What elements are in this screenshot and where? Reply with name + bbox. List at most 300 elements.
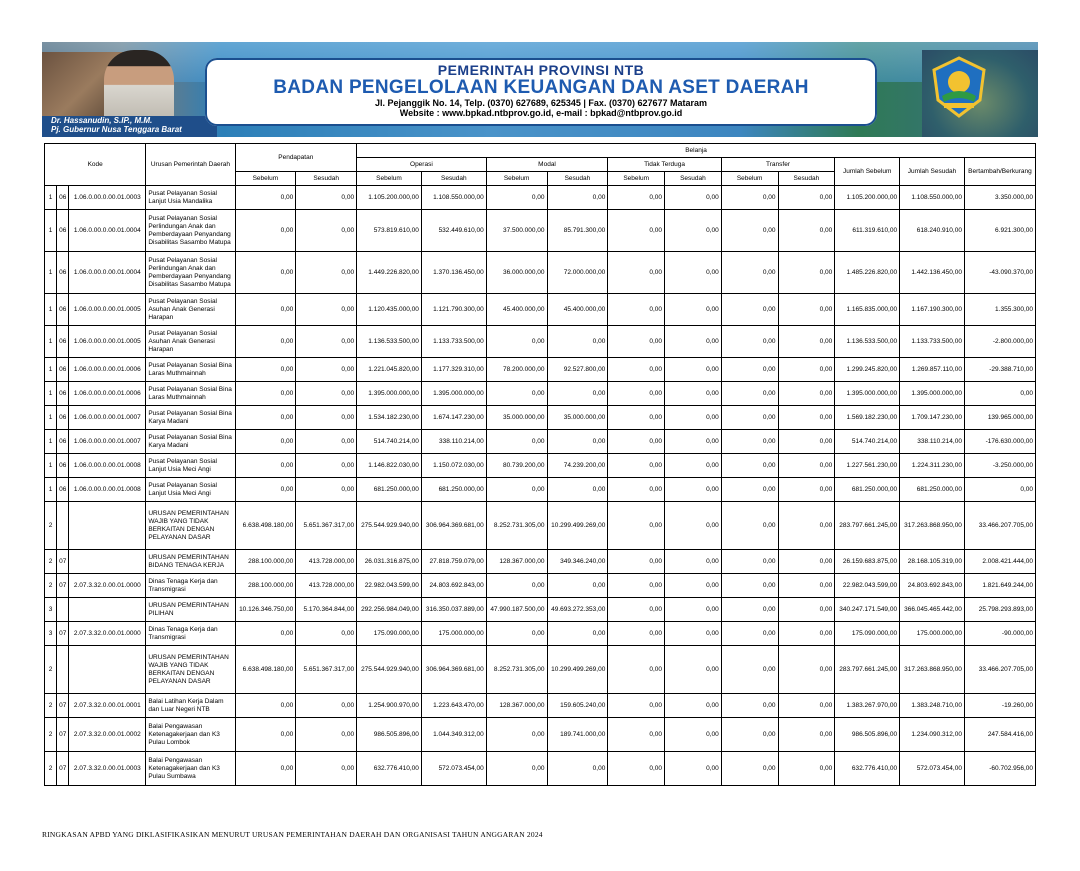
cell-value: 0,00 [665,186,722,210]
cell-urusan: Pusat Pelayanan Sosial Asuhan Anak Generasi Harapan [146,326,235,358]
cell-value: 0,00 [235,622,296,646]
cell-value: 175.090.000,00 [357,622,422,646]
cell-kode-2: 06 [57,478,69,502]
cell-value: 3.350.000,00 [964,186,1035,210]
cell-kode-1: 3 [45,598,57,622]
cell-urusan: Pusat Pelayanan Sosial Perlindungan Anak dan Pemberdayaan Penyandang Disabilitas Sasambo Matupa [146,210,235,252]
cell-value: 1.108.550.000,00 [900,186,965,210]
cell-value: 22.982.043.599,00 [357,574,422,598]
cell-value: 0,00 [296,694,357,718]
cell-value: 681.250.000,00 [421,478,486,502]
cell-value: 35.000.000,00 [547,406,608,430]
cell-value: 0,00 [721,186,778,210]
cell-kode-1: 3 [45,622,57,646]
cell-value: 1.534.182.230,00 [357,406,422,430]
cell-value: 0,00 [547,478,608,502]
cell-kode-2: 07 [57,718,69,752]
cell-value: 632.776.410,00 [835,752,900,786]
cell-kode-3: 1.06.0.00.0.00.01.0007 [69,430,146,454]
cell-value: 0,00 [778,186,835,210]
col-kode: Kode [45,144,146,186]
cell-value: 288.100.000,00 [235,574,296,598]
cell-value: 0,00 [486,430,547,454]
cell-value: 572.073.454,00 [421,752,486,786]
cell-value: 8.252.731.305,00 [486,646,547,694]
table-row [45,574,1036,598]
cell-kode-2: 06 [57,382,69,406]
cell-value: 0,00 [296,326,357,358]
cell-value: 316.350.037.889,00 [421,598,486,622]
cell-value: 128.367.000,00 [486,694,547,718]
col-tidak-terduga: Tidak Terduga [608,158,721,172]
cell-value: -19.260,00 [964,694,1035,718]
cell-value: 681.250.000,00 [900,478,965,502]
cell-value: 1.136.533.500,00 [835,326,900,358]
cell-value: 0,00 [547,430,608,454]
cell-kode-3: 1.06.0.00.0.00.01.0008 [69,478,146,502]
budget-table-body [45,186,1036,786]
cell-kode-3: 2.07.3.32.0.00.01.0001 [69,694,146,718]
cell-value: 1.223.643.470,00 [421,694,486,718]
cell-value: 0,00 [721,598,778,622]
cell-value: 1.254.900.970,00 [357,694,422,718]
header-banner [42,42,1038,137]
cell-value: 24.803.692.843,00 [421,574,486,598]
table-row [45,210,1036,252]
cell-value: 0,00 [486,326,547,358]
cell-value: 0,00 [486,382,547,406]
cell-value: 0,00 [721,358,778,382]
cell-value: 1.395.000.000,00 [900,382,965,406]
cell-value: 6.921.300,00 [964,210,1035,252]
cell-value: 1.224.311.230,00 [900,454,965,478]
cell-value: 0,00 [608,718,665,752]
cell-value: 0,00 [608,598,665,622]
cell-value: 1.395.000.000,00 [835,382,900,406]
cell-value: 22.982.043.599,00 [835,574,900,598]
cell-value: 288.100.000,00 [235,550,296,574]
cell-value: 1.221.045.820,00 [357,358,422,382]
cell-value: 1.370.136.450,00 [421,252,486,294]
cell-value: 78.200.000,00 [486,358,547,382]
cell-value: 2.008.421.444,00 [964,550,1035,574]
cell-value: 0,00 [486,622,547,646]
cell-kode-3: 2.07.3.32.0.00.01.0000 [69,574,146,598]
cell-value: 0,00 [778,382,835,406]
cell-value: 0,00 [235,694,296,718]
cell-urusan: URUSAN PEMERINTAHAN BIDANG TENAGA KERJA [146,550,235,574]
cell-value: -3.250.000,00 [964,454,1035,478]
table-row [45,646,1036,694]
cell-value: 45.400.000,00 [486,294,547,326]
cell-value: 340.247.171.549,00 [835,598,900,622]
cell-value: 292.256.984.049,00 [357,598,422,622]
cell-kode-2: 06 [57,454,69,478]
cell-kode-1: 2 [45,646,57,694]
cell-value: 10.299.499.269,00 [547,502,608,550]
cell-value: 80.739.200,00 [486,454,547,478]
cell-value: 0,00 [296,382,357,406]
cell-value: 0,00 [721,550,778,574]
cell-value: 0,00 [721,326,778,358]
cell-value: 0,00 [608,646,665,694]
cell-value: 0,00 [665,454,722,478]
cell-urusan: Pusat Pelayanan Sosial Bina Karya Madani [146,430,235,454]
cell-value: -90.000,00 [964,622,1035,646]
cell-value: 6.638.498.180,00 [235,646,296,694]
cell-kode-3: 1.06.0.00.0.00.01.0005 [69,294,146,326]
cell-value: 0,00 [721,502,778,550]
cell-value: 0,00 [608,326,665,358]
table-row [45,252,1036,294]
cell-kode-2: 06 [57,430,69,454]
cell-value: 0,00 [235,406,296,430]
cell-value: 26.159.683.875,00 [835,550,900,574]
table-row [45,550,1036,574]
cell-value: 0,00 [665,574,722,598]
cell-kode-3 [69,502,146,550]
cell-kode-2 [57,646,69,694]
table-row [45,186,1036,210]
cell-value: -2.800.000,00 [964,326,1035,358]
cell-value: 1.108.550.000,00 [421,186,486,210]
cell-kode-3 [69,550,146,574]
cell-value: 0,00 [778,598,835,622]
cell-value: 0,00 [486,752,547,786]
cell-value: 0,00 [235,252,296,294]
cell-value: 0,00 [778,694,835,718]
cell-value: 0,00 [547,326,608,358]
cell-value: 1.299.245.820,00 [835,358,900,382]
cell-value: 1.383.248.710,00 [900,694,965,718]
cell-value: 0,00 [778,406,835,430]
cell-value: 1.044.349.312,00 [421,718,486,752]
cell-value: 24.803.692.843,00 [900,574,965,598]
agency-contact: Website : www.bpkad.ntbprov.go.id, e-mail : bpkad@ntbprov.go.id [399,108,683,118]
cell-kode-1: 2 [45,694,57,718]
cell-value: 0,00 [721,622,778,646]
cell-urusan: Pusat Pelayanan Sosial Asuhan Anak Generasi Harapan [146,294,235,326]
cell-value: 338.110.214,00 [900,430,965,454]
cell-kode-2: 07 [57,574,69,598]
cell-urusan: Pusat Pelayanan Sosial Perlindungan Anak dan Pemberdayaan Penyandang Disabilitas Sasambo Matupa [146,252,235,294]
cell-kode-1: 1 [45,186,57,210]
cell-value: 0,00 [665,622,722,646]
cell-value: 0,00 [665,694,722,718]
cell-value: 0,00 [778,502,835,550]
col-modal-sebelum: Sebelum [486,172,547,186]
col-pendapatan: Pendapatan [235,144,357,172]
cell-value: 681.250.000,00 [835,478,900,502]
cell-value: 45.400.000,00 [547,294,608,326]
cell-value: 306.964.369.681,00 [421,502,486,550]
cell-value: 1.227.561.230,00 [835,454,900,478]
cell-value: 1.269.857.110,00 [900,358,965,382]
cell-value: 986.505.896,00 [835,718,900,752]
table-row [45,752,1036,786]
cell-value: 1.105.200.000,00 [357,186,422,210]
table-row [45,406,1036,430]
cell-value: 1.674.147.230,00 [421,406,486,430]
cell-value: 0,00 [235,294,296,326]
cell-kode-2: 06 [57,252,69,294]
cell-value: 0,00 [608,502,665,550]
cell-value: 0,00 [296,718,357,752]
cell-value: 0,00 [721,752,778,786]
cell-value: 1.146.822.030,00 [357,454,422,478]
cell-value: 72.000.000,00 [547,252,608,294]
cell-value: 5.170.364.844,00 [296,598,357,622]
cell-value: 1.395.000.000,00 [421,382,486,406]
col-modal-sesudah: Sesudah [547,172,608,186]
cell-value: 139.965.000,00 [964,406,1035,430]
cell-value: 0,00 [665,358,722,382]
cell-value: 0,00 [721,694,778,718]
cell-kode-3: 1.06.0.00.0.00.01.0004 [69,252,146,294]
cell-kode-1: 2 [45,752,57,786]
cell-kode-2 [57,502,69,550]
cell-value: 1.395.000.000,00 [357,382,422,406]
cell-value: 0,00 [296,454,357,478]
col-belanja: Belanja [357,144,1036,158]
cell-value: 27.818.759.079,00 [421,550,486,574]
cell-kode-1: 1 [45,454,57,478]
cell-value: 0,00 [235,718,296,752]
cell-value: 0,00 [721,294,778,326]
table-row [45,598,1036,622]
cell-kode-1: 1 [45,326,57,358]
col-modal: Modal [486,158,608,172]
cell-urusan: Dinas Tenaga Kerja dan Transmigrasi [146,622,235,646]
cell-value: 0,00 [608,622,665,646]
cell-value: 0,00 [547,574,608,598]
cell-value: 0,00 [778,550,835,574]
table-row [45,358,1036,382]
cell-kode-1: 1 [45,478,57,502]
cell-kode-3: 1.06.0.00.0.00.01.0003 [69,186,146,210]
cell-kode-1: 1 [45,382,57,406]
cell-value: 0,00 [608,574,665,598]
province-title: PEMERINTAH PROVINSI NTB [437,62,645,78]
col-transfer: Transfer [721,158,834,172]
cell-kode-1: 1 [45,430,57,454]
cell-value: 1.167.190.300,00 [900,294,965,326]
cell-value: 306.964.369.681,00 [421,646,486,694]
cell-value: 0,00 [296,358,357,382]
cell-value: 0,00 [608,406,665,430]
cell-value: 0,00 [486,718,547,752]
cell-value: 0,00 [665,646,722,694]
col-bertambah: Bertambah/Berkurang [964,158,1035,186]
cell-kode-3: 2.07.3.32.0.00.01.0003 [69,752,146,786]
cell-value: 35.000.000,00 [486,406,547,430]
cell-kode-2: 06 [57,210,69,252]
cell-kode-1: 1 [45,294,57,326]
cell-value: 5.651.367.317,00 [296,646,357,694]
cell-value: -60.702.956,00 [964,752,1035,786]
cell-urusan: URUSAN PEMERINTAHAN WAJIB YANG TIDAK BERKAITAN DENGAN PELAYANAN DASAR [146,502,235,550]
cell-value: 1.234.090.312,00 [900,718,965,752]
cell-value: 413.728.000,00 [296,574,357,598]
cell-value: 175.090.000,00 [835,622,900,646]
cell-kode-2 [57,598,69,622]
cell-value: 0,00 [721,430,778,454]
cell-kode-3: 2.07.3.32.0.00.01.0002 [69,718,146,752]
cell-value: 275.544.929.940,00 [357,502,422,550]
cell-kode-3: 1.06.0.00.0.00.01.0006 [69,358,146,382]
cell-value: 0,00 [608,478,665,502]
cell-kode-1: 1 [45,252,57,294]
col-jumlah-sesudah: Jumlah Sesudah [900,158,965,186]
cell-value: 0,00 [235,210,296,252]
cell-value: 247.584.416,00 [964,718,1035,752]
cell-value: 0,00 [665,598,722,622]
cell-kode-2: 06 [57,326,69,358]
cell-urusan: Balai Latihan Kerja Dalam dan Luar Negeri NTB [146,694,235,718]
cell-value: 0,00 [547,752,608,786]
cell-value: 681.250.000,00 [357,478,422,502]
cell-value: 0,00 [778,294,835,326]
cell-value: 0,00 [296,210,357,252]
cell-kode-2: 07 [57,550,69,574]
cell-value: 514.740.214,00 [835,430,900,454]
cell-value: -43.090.370,00 [964,252,1035,294]
cell-value: 0,00 [235,454,296,478]
cell-value: 49.693.272.353,00 [547,598,608,622]
cell-value: 0,00 [665,294,722,326]
cell-value: 0,00 [235,382,296,406]
cell-value: 0,00 [547,186,608,210]
col-operasi-sesudah: Sesudah [421,172,486,186]
agency-address: Jl. Pejanggik No. 14, Telp. (0370) 627689, 625345 | Fax. (0370) 627677 Mataram [374,98,708,108]
cell-value: 366.045.465.442,00 [900,598,965,622]
table-row [45,382,1036,406]
cell-value: 85.791.300,00 [547,210,608,252]
cell-value: 1.177.329.310,00 [421,358,486,382]
cell-value: 1.449.226.820,00 [357,252,422,294]
cell-value: 0,00 [778,454,835,478]
cell-kode-1: 1 [45,210,57,252]
cell-kode-2: 06 [57,186,69,210]
table-row [45,430,1036,454]
cell-value: 0,00 [608,358,665,382]
official-portrait [104,50,174,122]
cell-urusan: Pusat Pelayanan Sosial Lanjut Usia Mandalika [146,186,235,210]
col-pendapatan-sesudah: Sesudah [296,172,357,186]
cell-value: 26.031.316.875,00 [357,550,422,574]
cell-value: 572.073.454,00 [900,752,965,786]
cell-value: 573.819.610,00 [357,210,422,252]
cell-value: 0,00 [665,718,722,752]
table-row [45,454,1036,478]
cell-value: 159.605.240,00 [547,694,608,718]
cell-value: 0,00 [296,430,357,454]
cell-value: 10.126.346.750,00 [235,598,296,622]
cell-kode-3: 1.06.0.00.0.00.01.0007 [69,406,146,430]
cell-kode-1: 1 [45,406,57,430]
cell-value: 175.000.000,00 [421,622,486,646]
cell-value: 1.709.147.230,00 [900,406,965,430]
cell-value: 317.263.868.950,00 [900,646,965,694]
cell-kode-3: 1.06.0.00.0.00.01.0005 [69,326,146,358]
cell-value: 514.740.214,00 [357,430,422,454]
cell-value: 10.299.499.269,00 [547,646,608,694]
cell-value: 0,00 [486,574,547,598]
cell-value: 0,00 [296,622,357,646]
table-row [45,694,1036,718]
cell-value: 1.485.226.820,00 [835,252,900,294]
cell-value: 317.263.868.950,00 [900,502,965,550]
cell-value: 0,00 [296,478,357,502]
table-row [45,294,1036,326]
cell-value: 1.121.790.300,00 [421,294,486,326]
cell-kode-2: 06 [57,294,69,326]
cell-value: 986.505.896,00 [357,718,422,752]
cell-value: 0,00 [721,718,778,752]
cell-urusan: Dinas Tenaga Kerja dan Transmigrasi [146,574,235,598]
agency-title-panel [205,58,877,126]
col-urusan: Urusan Pemerintah Daerah [146,144,235,186]
cell-kode-1: 2 [45,502,57,550]
cell-value: 1.165.835.000,00 [835,294,900,326]
col-pendapatan-sebelum: Sebelum [235,172,296,186]
cell-value: 275.544.929.940,00 [357,646,422,694]
cell-value: 0,00 [778,622,835,646]
cell-kode-2: 07 [57,752,69,786]
cell-kode-1: 2 [45,550,57,574]
cell-value: 0,00 [608,550,665,574]
table-row [45,718,1036,752]
cell-value: 36.000.000,00 [486,252,547,294]
cell-value: 283.797.661.245,00 [835,502,900,550]
cell-value: 33.466.207.705,00 [964,502,1035,550]
cell-value: 0,00 [778,718,835,752]
col-jumlah-sebelum: Jumlah Sebelum [835,158,900,186]
cell-urusan: Pusat Pelayanan Sosial Bina Karya Madani [146,406,235,430]
cell-value: 0,00 [665,382,722,406]
cell-urusan: URUSAN PEMERINTAHAN PILIHAN [146,598,235,622]
cell-urusan: Pusat Pelayanan Sosial Bina Laras Muthmainnah [146,382,235,406]
cell-value: 0,00 [608,752,665,786]
cell-kode-1: 2 [45,718,57,752]
col-operasi-sebelum: Sebelum [357,172,422,186]
cell-value: 338.110.214,00 [421,430,486,454]
cell-value: 0,00 [296,406,357,430]
cell-urusan: Pusat Pelayanan Sosial Lanjut Usia Meci Angi [146,478,235,502]
cell-value: 0,00 [665,252,722,294]
cell-value: 47.990.187.500,00 [486,598,547,622]
budget-summary-table [44,143,1036,786]
official-caption [42,116,217,137]
cell-value: 1.821.649.244,00 [964,574,1035,598]
cell-value: 0,00 [778,210,835,252]
table-row [45,478,1036,502]
cell-value: 0,00 [721,252,778,294]
cell-value: 0,00 [665,550,722,574]
cell-value: 0,00 [665,502,722,550]
cell-value: 33.466.207.705,00 [964,646,1035,694]
cell-value: 0,00 [665,210,722,252]
cell-kode-2: 07 [57,622,69,646]
cell-value: 0,00 [235,186,296,210]
col-tidak-terduga-sebelum: Sebelum [608,172,665,186]
cell-value: 0,00 [296,752,357,786]
col-tidak-terduga-sesudah: Sesudah [665,172,722,186]
cell-value: 0,00 [608,210,665,252]
cell-value: 0,00 [608,454,665,478]
cell-urusan: URUSAN PEMERINTAHAN WAJIB YANG TIDAK BERKAITAN DENGAN PELAYANAN DASAR [146,646,235,694]
cell-value: 1.120.435.000,00 [357,294,422,326]
